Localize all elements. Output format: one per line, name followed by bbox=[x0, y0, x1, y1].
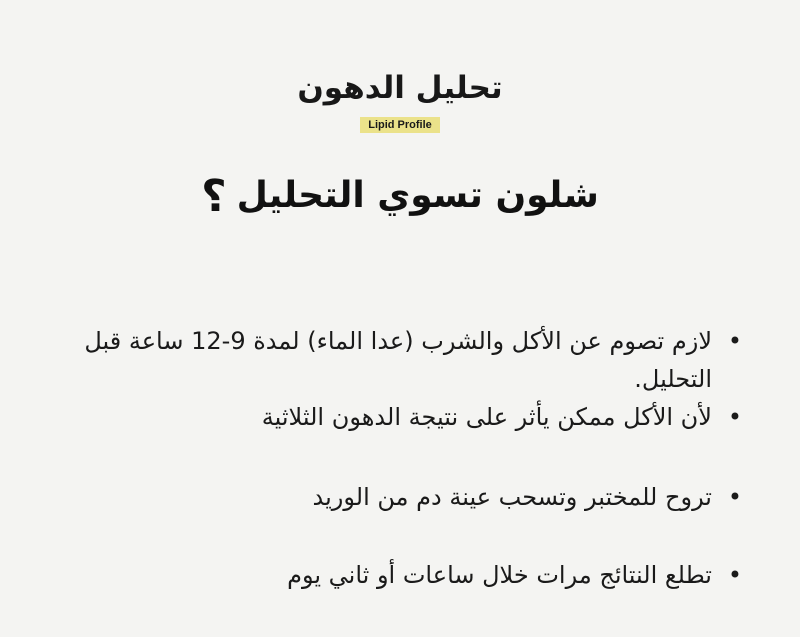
bullet-icon: • bbox=[727, 403, 742, 431]
question-mark-icon: ؟ bbox=[201, 171, 227, 222]
list-item bbox=[52, 398, 742, 436]
list-item-text: لازم تصوم عن الأكل والشرب (عدا الماء) لمدة 9-12 ساعة قبل التحليل. bbox=[84, 327, 712, 393]
list-item bbox=[52, 478, 742, 516]
bullet-icon: • bbox=[727, 327, 742, 355]
section-heading bbox=[0, 168, 800, 225]
instruction-list bbox=[52, 322, 742, 594]
list-item bbox=[52, 322, 742, 398]
list-item-text: تطلع النتائج مرات خلال ساعات أو ثاني يوم bbox=[287, 561, 712, 589]
list-item bbox=[52, 556, 742, 594]
subtitle-highlight: Lipid Profile bbox=[360, 117, 440, 133]
page-title: تحليل الدهون bbox=[297, 70, 503, 106]
list-item-text: تروح للمختبر وتسحب عينة دم من الوريد bbox=[312, 483, 712, 511]
subtitle-container bbox=[0, 113, 800, 133]
list-item-text: لأن الأكل ممكن يأثر على نتيجة الدهون الثلاثية bbox=[261, 403, 712, 431]
bullet-icon: • bbox=[727, 561, 742, 589]
section-heading-text: شلون تسوي التحليل bbox=[236, 175, 599, 216]
bullet-icon: • bbox=[727, 483, 742, 511]
